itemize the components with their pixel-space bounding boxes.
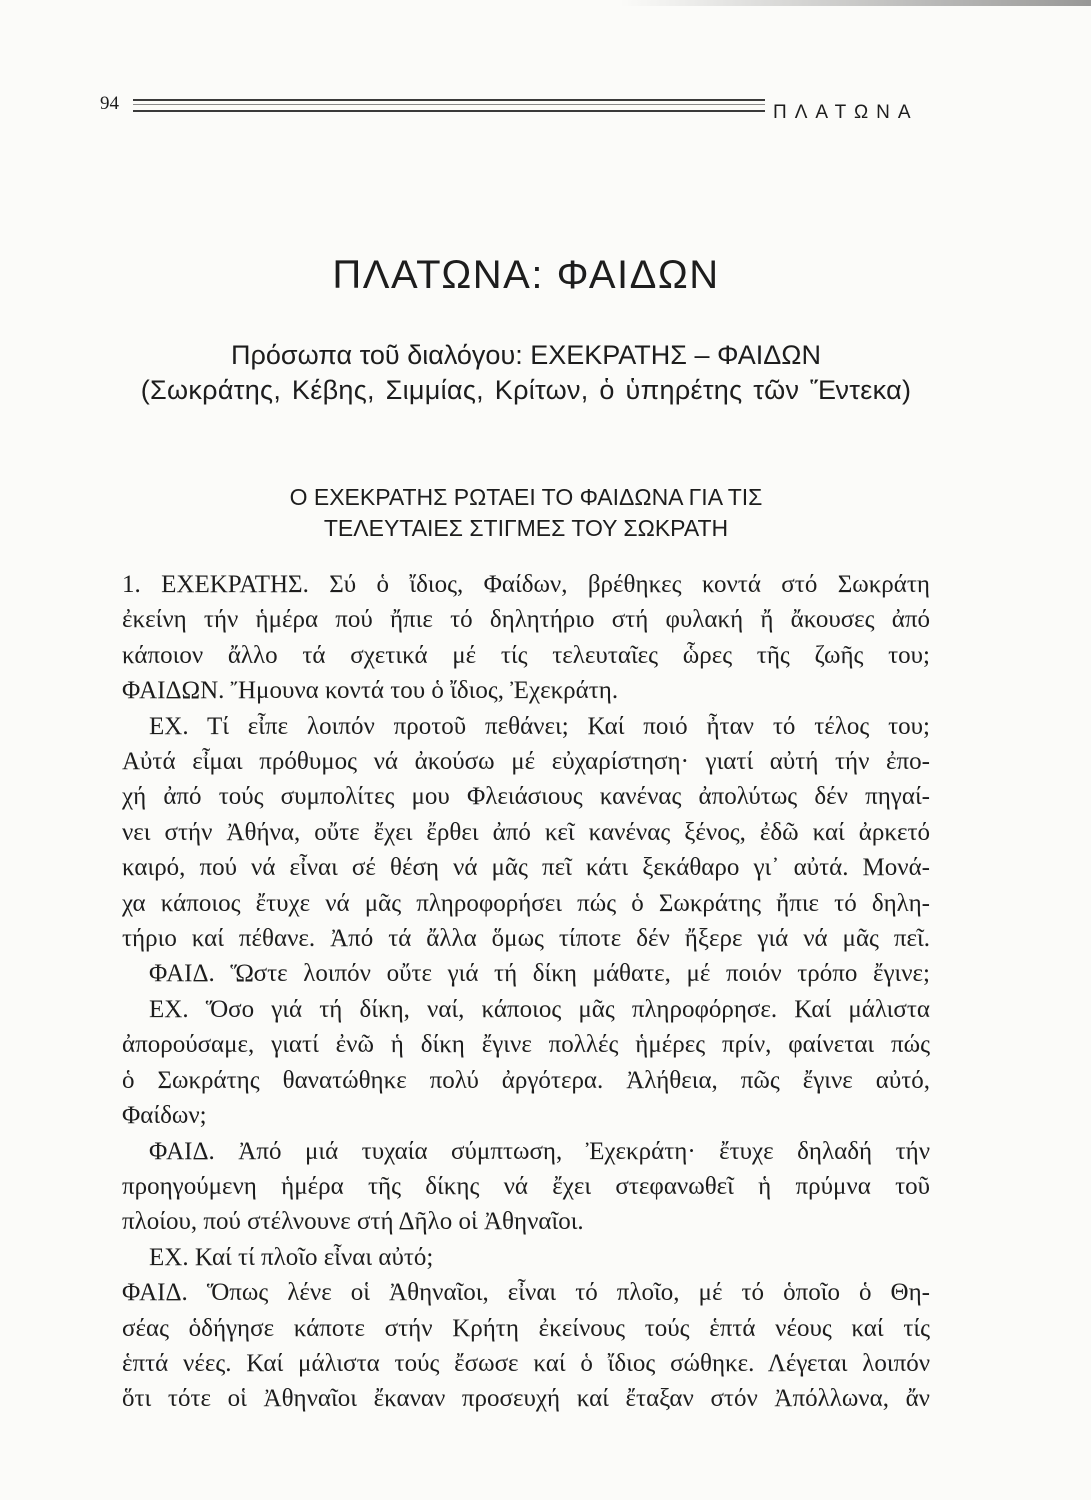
text-line: ΦΑΙΔ. Ὥστε λοιπόν οὔτε γιά τή δίκη μάθατε, μέ ποιόν τρόπο ἔγινε; (149, 960, 930, 988)
scan-edge-shadow (620, 0, 1091, 6)
text-line: τήριο καί πέθανε. Ἀπό τά ἄλλα ὅμως τίποτε δέν ἤξερε γιά νά μᾶς πεῖ. (122, 925, 930, 953)
text-line: κάποιον ἄλλο τά σχετικά μέ τίς τελευταῖες ὧρες τῆς ζωῆς του; (122, 641, 930, 669)
section-heading-line-2: ΤΕΛΕΥΤΑΙΕΣ ΣΤΙΓΜΕΣ ΤΟΥ ΣΩΚΡΑΤΗ (323, 515, 729, 541)
text-line: σέας ὁδήγησε κάποτε στήν Κρήτη ἐκείνους τούς ἑπτά νέους καί τίς (122, 1314, 930, 1342)
text-line: χα κάποιος ἔτυχε νά μᾶς πληροφορήσει πώς ὁ Σωκράτης ἤπιε τό δηλη- (122, 889, 930, 917)
text-line: προηγούμενη ἡμέρα τῆς δίκης νά ἔχει στεφανωθεῖ ἡ πρύμνα τοῦ (122, 1172, 930, 1200)
text-line: Φαίδων; (122, 1102, 207, 1130)
text-line: ΦΑΙΔ. Ὅπως λένε οἱ Ἀθηναῖοι, εἶναι τό πλοῖο, μέ τό ὁποῖο ὁ Θη- (122, 1279, 930, 1307)
text-line: ΕΧ. Ὅσο γιά τή δίκη, ναί, κάποιος μᾶς πληροφόρησε. Καί μάλιστα (149, 995, 930, 1023)
page-number: 94 (100, 93, 119, 114)
text-line: ὁ Σωκράτης θανατώθηκε πολύ ἀργότερα. Ἀλήθεια, πῶς ἔγινε αὐτό, (122, 1066, 930, 1094)
text-line: ΕΧ. Τί εἶπε λοιπόν προτοῦ πεθάνει; Καί ποιό ἦταν τό τέλος του; (149, 712, 930, 740)
text-line: καιρό, πού νά εἶναι σέ θέση νά μᾶς πεῖ κάτι ξεκάθαρο γι᾽ αὐτά. Μονά- (122, 854, 930, 882)
text-line: ἐκείνη τήν ἡμέρα πού ἤπιε τό δηλητήριο στή φυλακή ἤ ἄκουσες ἀπό (122, 606, 930, 634)
chapter-title: ΠΛΑΤΩΝΑ: ΦΑΙΔΩΝ (332, 253, 720, 297)
text-line: ὅτι τότε οἱ Ἀθηναῖοι ἔκαναν προσευχή καί ἔταξαν στόν Ἀπόλλωνα, ἄν (122, 1385, 930, 1413)
dialogue-persons-line-2: (Σωκράτης, Κέβης, Σιμμίας, Κρίτων, ὁ ὑπηρέτης τῶν Ἕντεκα) (140, 375, 912, 405)
text-line: 1. ΕΧΕΚΡΑΤΗΣ. Σύ ὁ ἴδιος, Φαίδων, βρέθηκες κοντά στό Σωκράτη (122, 571, 930, 598)
text-line: Αὐτά εἶμαι πρόθυμος νά ἀκούσω μέ εὐχαρίστηση· γιατί αὐτή τήν ἐπο- (122, 748, 930, 776)
text-line: ἑπτά νέες. Καί μάλιστα τούς ἔσωσε καί ὁ ἴδιος σώθηκε. Λέγεται λοιπόν (122, 1349, 930, 1377)
text-line: ΦΑΙΔ. Ἀπό μιά τυχαία σύμπτωση, Ἐχεκράτη· ἔτυχε δηλαδή τήν (149, 1137, 930, 1165)
text-line: ΦΑΙΔΩΝ. Ἤμουνα κοντά του ὁ ἴδιος, Ἐχεκράτη. (122, 677, 619, 705)
text-line: ἀπορούσαμε, γιατί ἐνῶ ἡ δίκη ἔγινε πολλές ἡμέρες πρίν, φαίνεται πώς (122, 1031, 930, 1059)
section-heading-line-1: Ο ΕΧΕΚΡΑΤΗΣ ΡΩΤΑΕΙ ΤΟ ΦΑΙΔΩΝΑ ΓΙΑ ΤΙΣ (289, 484, 763, 510)
header-double-rule (133, 99, 765, 112)
text-line: ΕΧ. Καί τί πλοῖο εἶναι αὐτό; (149, 1243, 434, 1271)
text-line: νει στήν Ἀθήνα, οὔτε ἔχει ἔρθει ἀπό κεῖ κανένας ξένος, ἐδῶ καί ἀρκετό (122, 818, 930, 846)
body-text (122, 567, 930, 1417)
dialogue-persons-line-1: Πρόσωπα τοῦ διαλόγου: ΕΧΕΚΡΑΤΗΣ – ΦΑΙΔΩΝ (231, 340, 821, 370)
running-title: ΠΛΑΤΩΝΑ (773, 102, 919, 123)
text-line: χή ἀπό τούς συμπολίτες μου Φλειάσιους κανένας ἀπολύτως δέν πηγαί- (122, 783, 930, 811)
text-line: πλοίου, πού στέλνουνε στή Δῆλο οἱ Ἀθηναῖοι. (122, 1208, 584, 1236)
